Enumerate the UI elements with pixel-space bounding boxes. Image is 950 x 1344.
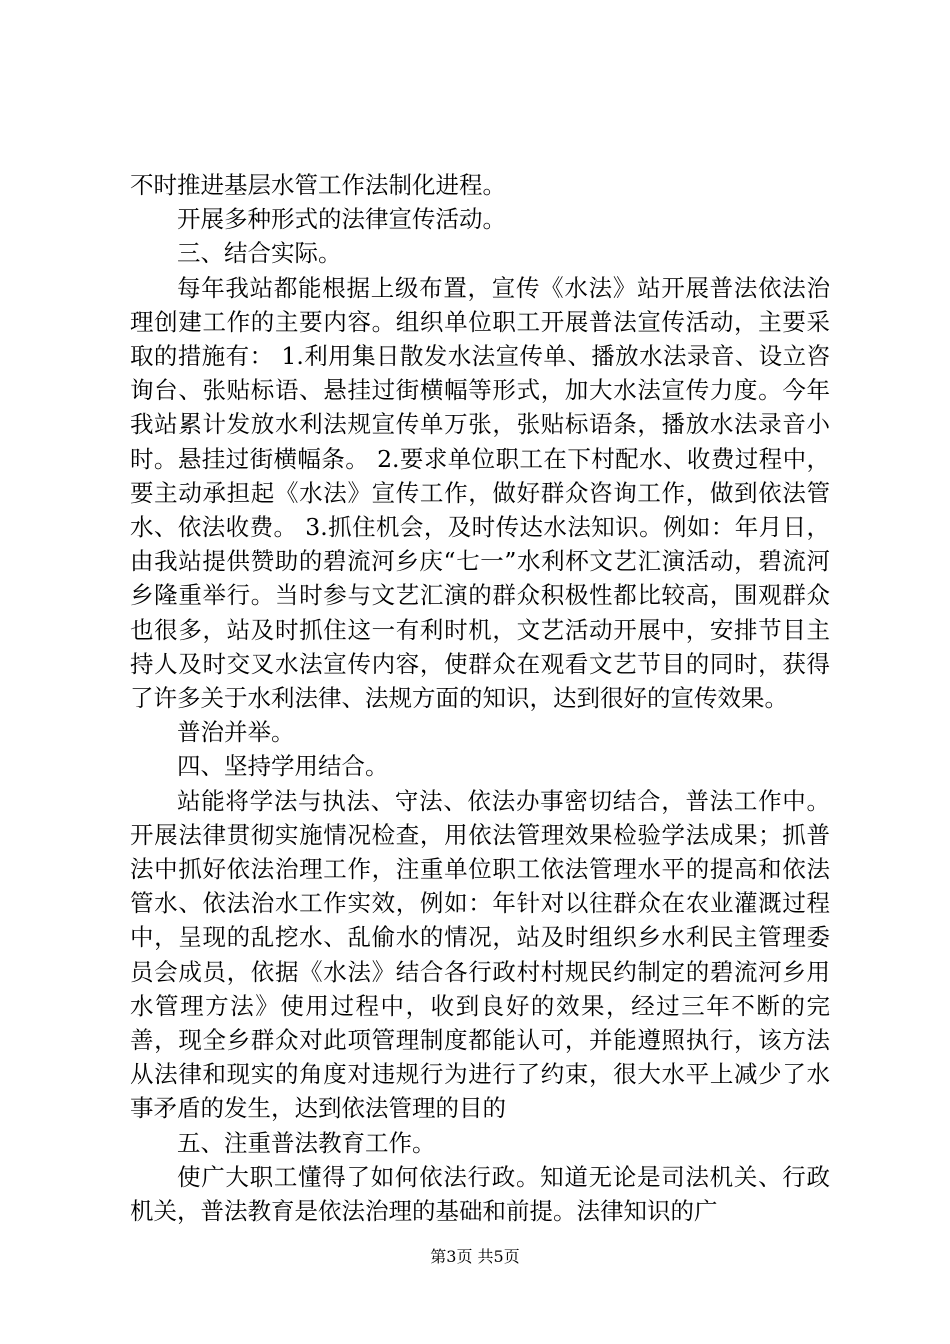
section-heading-4: 四、坚持学用结合。 [177,752,389,781]
paragraph-measures: 每年我站都能根据上级布置，宣传《水法》站开展普法依法治理创建工作的主要内容。组织单位职工开展普法宣传活动，主要采取的措施有： 1.利用集日散发水法宣传单、播放水法录音、设立咨询台、张贴标语、悬挂过街横幅等形式，加大水法宣传力度。今年我站累计发放水利法规宣传单万张，张贴标语条，播放水法录音小时。悬挂过街横幅条。 2.要求单位职工在下村配水、收费过程中，要主动承担起《水法》宣传工作，做好群众咨询工作，做到依法管水、依法收费。 3.抓住机会，及时传达水法知识。例如：年月日，由我站提供赞助的碧流河乡庆“七一”水利杯文艺汇演活动，碧流河乡隆重举行。当时参与文艺汇演的群众积极性都比较高，围观群众也很多，站及时抓住这一有利时机，文艺活动开展中，安排节目主持人及时交叉水法宣传内容，使群众在观看文艺节目的同时，获得了许多关于水利法律、法规方面的知识，达到很好的宣传效果。 [130,273,830,713]
page-number-footer: 第3页 共5页 [430,1247,520,1266]
section-heading-5: 五、注重普法教育工作。 [177,1128,436,1157]
paragraph-governance: 普治并举。 [177,718,295,747]
paragraph-continuation: 不时推进基层水管工作法制化进程。 [130,171,506,199]
paragraph-propaganda-activities: 开展多种形式的法律宣传活动。 [177,205,506,234]
document-body [130,168,830,1228]
paragraph-study-and-apply: 站能将学法与执法、守法、依法办事密切结合，普法工作中。开展法律贯彻实施情况检查，用依法管理效果检验学法成果；抓普法中抓好依法治理工作，注重单位职工依法管理水平的提高和依法管水、依法治水工作实效，例如：年针对以往群众在农业灌溉过程中，呈现的乱挖水、乱偷水的情况，站及时组织乡水利民主管理委员会成员，依据《水法》结合各行政村村规民约制定的碧流河乡用水管理方法》使用过程中，收到良好的效果，经过三年不断的完善，现全乡群众对此项管理制度都能认可，并能遵照执行，该方法从法律和现实的角度对违规行为进行了约束，很大水平上减少了水事矛盾的发生，达到依法管理的目的 [130,786,830,1123]
paragraph-education: 使广大职工懂得了如何依法行政。知道无论是司法机关、行政机关，普法教育是依法治理的基础和前提。法律知识的广 [130,1162,830,1226]
section-heading-3: 三、结合实际。 [177,239,342,268]
